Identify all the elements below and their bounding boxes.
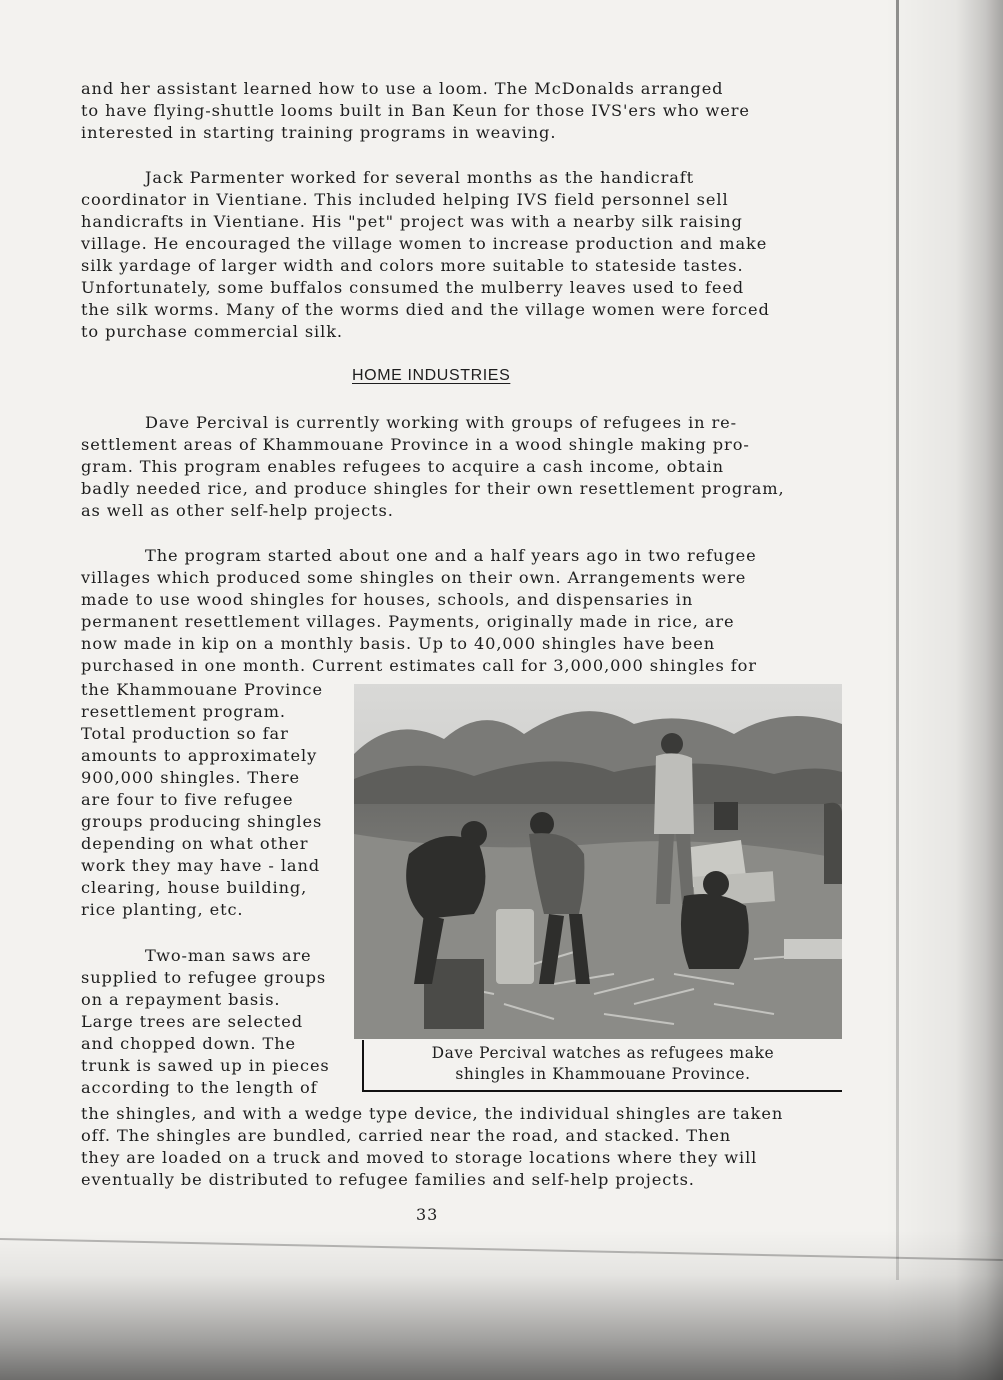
text-line: clearing, house building, <box>81 878 308 897</box>
text-line: the silk worms. Many of the worms died and the village women were forced <box>81 300 770 319</box>
text-line: villages which produced some shingles on their own. Arrangements were <box>81 568 747 587</box>
text-line: handicrafts in Vientiane. His "pet" project was with a nearby silk raising <box>81 212 743 231</box>
text-line: Large trees are selected <box>81 1012 303 1031</box>
text-line: permanent resettlement villages. Payments, originally made in rice, are <box>81 612 735 631</box>
text-line: the shingles, and with a wedge type device, the individual shingles are taken <box>81 1104 784 1123</box>
text-line: rice planting, etc. <box>81 900 244 919</box>
text-line: Unfortunately, some buffalos consumed the mulberry leaves used to feed <box>81 278 745 297</box>
section-heading: HOME INDUSTRIES <box>352 367 511 384</box>
text-line: gram. This program enables refugees to acquire a cash income, obtain <box>81 457 724 476</box>
text-line: resettlement program. <box>81 702 286 721</box>
text-line: on a repayment basis. <box>81 990 281 1009</box>
text-line: badly needed rice, and produce shingles for their own resettlement program, <box>81 479 785 498</box>
text-line: coordinator in Vientiane. This included helping IVS field personnel sell <box>81 190 729 209</box>
text-line: settlement areas of Khammouane Province in a wood shingle making pro- <box>81 435 750 454</box>
text-line: now made in kip on a monthly basis. Up to 40,000 shingles have been <box>81 634 716 653</box>
binding-edge <box>896 0 899 1280</box>
text-line: silk yardage of larger width and colors more suitable to stateside tastes. <box>81 256 744 275</box>
text-line: Dave Percival is currently working with groups of refugees in re- <box>145 413 737 432</box>
caption-line: shingles in Khammouane Province. <box>455 1065 751 1083</box>
text-line: 900,000 shingles. There <box>81 768 300 787</box>
text-line: to purchase commercial silk. <box>81 322 343 341</box>
text-line: they are loaded on a truck and moved to storage locations where they will <box>81 1148 758 1167</box>
text-line: work they may have - land <box>81 856 321 875</box>
text-line: made to use wood shingles for houses, schools, and dispensaries in <box>81 590 694 609</box>
text-line: according to the length of <box>81 1078 318 1097</box>
text-line: purchased in one month. Current estimates call for 3,000,000 shingles for <box>81 656 757 675</box>
bottom-shadow <box>0 1230 1003 1380</box>
text-line: village. He encouraged the village women to increase production and make <box>81 234 768 253</box>
text-line: The program started about one and a half years ago in two refugee <box>145 546 757 565</box>
text-line: as well as other self-help projects. <box>81 501 394 520</box>
binding-shadow <box>885 0 1003 1380</box>
text-line: and chopped down. The <box>81 1034 297 1053</box>
caption-line: Dave Percival watches as refugees make <box>431 1044 775 1062</box>
text-line: and her assistant learned how to use a loom. The McDonalds arranged <box>81 79 724 98</box>
text-line: Total production so far <box>81 724 289 743</box>
text-line: to have flying-shuttle looms built in Ban Keun for those IVS'ers who were <box>81 101 750 120</box>
photo-caption <box>362 1040 842 1092</box>
text-line: the Khammouane Province <box>81 680 323 699</box>
page-number: 33 <box>416 1205 439 1224</box>
photo-shingle-making <box>354 684 842 1039</box>
text-line: groups producing shingles <box>81 812 323 831</box>
text-line: depending on what other <box>81 834 309 853</box>
text-line: supplied to refugee groups <box>81 968 327 987</box>
text-line: trunk is sawed up in pieces <box>81 1056 330 1075</box>
text-line: amounts to approximately <box>81 746 318 765</box>
text-line: Two-man saws are <box>145 946 312 965</box>
text-line: interested in starting training programs in weaving. <box>81 123 557 142</box>
text-line: Jack Parmenter worked for several months as the handicraft <box>145 168 695 187</box>
text-line: eventually be distributed to refugee families and self-help projects. <box>81 1170 695 1189</box>
text-line: are four to five refugee <box>81 790 294 809</box>
text-line: off. The shingles are bundled, carried near the road, and stacked. Then <box>81 1126 732 1145</box>
